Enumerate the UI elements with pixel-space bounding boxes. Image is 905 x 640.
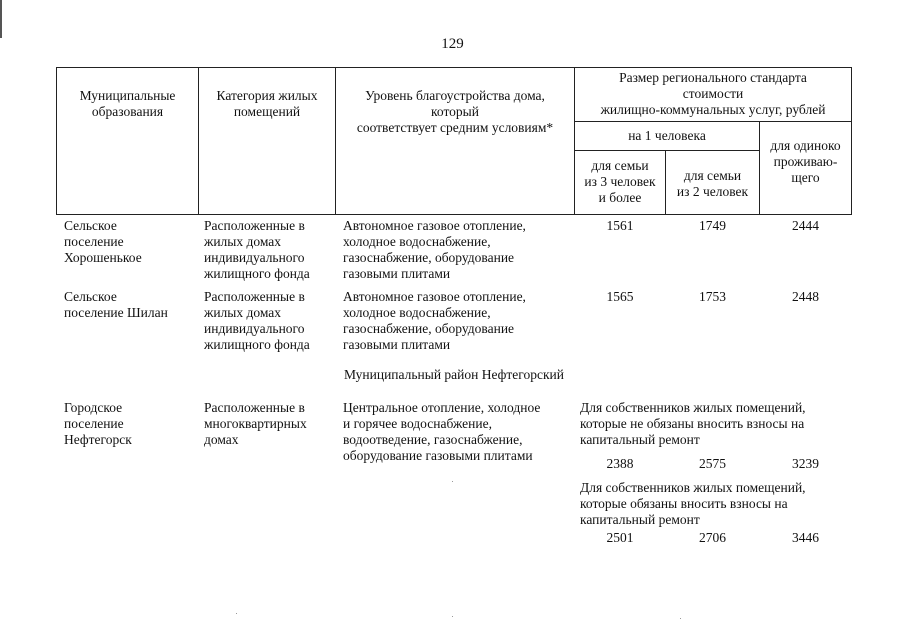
header-single: для одиноко проживаю- щего: [770, 138, 841, 185]
row2-family3: 1565: [606, 289, 634, 304]
row1-family3: 1561: [606, 218, 634, 233]
scan-edge: [0, 0, 2, 38]
family-cols-top-border: [574, 150, 759, 151]
header-family3: для семьи из 3 человек и более: [584, 158, 656, 205]
obliged-family2: 2706: [699, 530, 726, 545]
row2-family2: 1753: [699, 289, 726, 304]
row1-amenity: Автономное газовое отопление, холодное водоснабжение, газоснабжение, оборудование газовыми плитами: [343, 218, 526, 281]
table-top-border: [56, 67, 852, 68]
obliged-single: 3446: [792, 530, 819, 545]
row2-amenity: Автономное газовое отопление, холодное водоснабжение, газоснабжение, оборудование газовыми плитами: [343, 289, 526, 352]
scan-speck: [236, 613, 237, 614]
header-standard-group: Размер регионального стандарта стоимости жилищно-коммунальных услуг, рублей: [600, 70, 826, 117]
note-not-obliged: Для собственников жилых помещений, которые не обязаны вносить взносы на капитальный ремонт: [580, 400, 806, 447]
district-category: Расположенные в многоквартирных домах: [204, 400, 307, 447]
note-obliged: Для собственников жилых помещений, которые обязаны вносить взносы на капитальный ремонт: [580, 480, 806, 527]
not-obliged-single: 3239: [792, 456, 819, 471]
table-right-border: [851, 67, 852, 215]
row2-municipality: Сельское поселение Шилан: [64, 289, 168, 320]
obliged-family3: 2501: [606, 530, 634, 545]
scan-speck: [452, 481, 453, 482]
header-per-person: на 1 человека: [628, 128, 706, 143]
per-person-top-border: [574, 121, 852, 122]
scan-speck: [452, 616, 453, 617]
row1-category: Расположенные в жилых домах индивидуального жилищного фонда: [204, 218, 310, 281]
row2-category: Расположенные в жилых домах индивидуального жилищного фонда: [204, 289, 310, 352]
page-number: 129: [441, 36, 464, 52]
header-bottom-border: [56, 214, 852, 215]
district-municipality: Городское поселение Нефтегорск: [64, 400, 132, 447]
header-family2: для семьи из 2 человек: [676, 168, 749, 199]
not-obliged-family2: 2575: [699, 456, 726, 471]
not-obliged-family3: 2388: [606, 456, 634, 471]
row1-family2: 1749: [699, 218, 726, 233]
scan-speck: [680, 618, 681, 619]
row1-single: 2444: [792, 218, 819, 233]
district-heading: Муниципальный район Нефтегорский: [343, 367, 564, 382]
header-category: Категория жилых помещений: [216, 88, 318, 119]
header-municipality: Муниципальные образования: [79, 88, 176, 119]
row1-municipality: Сельское поселение Хорошенькое: [64, 218, 142, 265]
row2-single: 2448: [792, 289, 819, 304]
district-amenity: Центральное отопление, холодное и горячее водоснабжение, водоотведение, газоснабжение, оборудование газовыми плитами: [343, 400, 541, 463]
header-amenity: Уровень благоустройства дома, который соответствует средним условиям*: [356, 88, 554, 135]
